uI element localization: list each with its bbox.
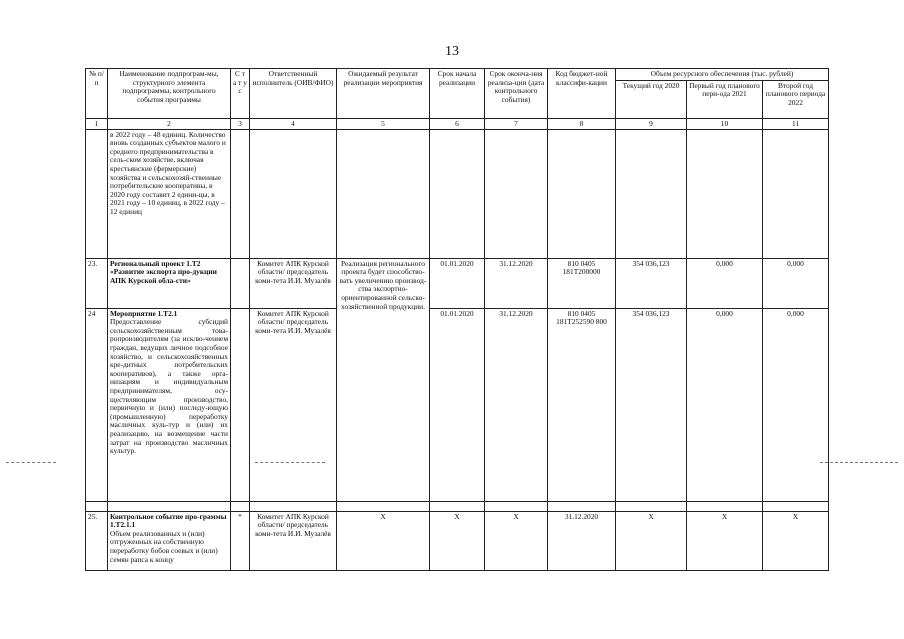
header-funding-group: Объем ресурсного обеспечения (тыс. рублей) [616,69,829,81]
scan-dash-right [820,462,898,463]
page-number: 13 [445,44,459,59]
table-row-continuation [86,129,829,258]
row-result: Реализация регионального проекта будет способство-вать увеличению производ-ства экспортно-ориентированной сельско-хозяйственной продукции. [337,258,430,501]
row-start: 01.01.2020 [430,308,485,501]
column-number: 3 [231,118,250,129]
row-budget-code: 810 0405 181Т252590 800 [548,308,616,501]
row-responsible: Комитет АПК Курской области/ председатель коми-тета И.И. Музалёв [250,258,337,308]
scan-dash-left [6,462,56,463]
header-end: Срок оконча-ния реализа-ции (дата контрольного события) [485,69,548,119]
header-start: Срок начала реализации [430,69,485,119]
column-number: 5 [337,118,430,129]
row-start: Х [430,511,485,570]
row-end: Х [485,511,548,570]
row-first-year-value: Х [687,511,763,570]
row-first-year-value: 0,000 [687,308,763,501]
row-first-year-value: 0,000 [687,258,763,308]
continuation-text: в 2022 году – 48 единиц. Количество вновь созданных субъектов малого и среднего предпринимательства в сель-ском хозяйстве, включая крестьянские (фермерские) хозяйства и сельскохозяй-ственные потребительские кооперативы, в 2020 году составит 2 едини-цы, в 2021 году – 10 единиц, в 2022 году – 12 единиц [108,129,231,258]
table-row-25 [86,511,829,570]
column-number: 8 [548,118,616,129]
table-row-24 [86,308,829,501]
program-table [85,68,829,571]
row-current-year-value: 354 036,123 [616,258,687,308]
column-number: 9 [616,118,687,129]
row-title: Контрольное событие про-граммы 1.Т2.1.1 [110,511,227,530]
row-start: 01.01.2020 [430,258,485,308]
row-name: Региональный проект 1.Т2 «Развитие экспорта про-дукции АПК Курской обла-сти» [108,258,231,308]
row-number: 24 [86,308,108,501]
header-budget-code: Код бюджет-ной классифи-кации [548,69,616,119]
row-name-cell [108,511,231,570]
row-result: Х [337,511,430,570]
row-current-year-value: Х [616,511,687,570]
column-numbers-row [86,118,829,129]
header-responsible: Ответственный исполнитель (ОИВ/ФИО) [250,69,337,119]
row-description: Объем реализованных и (или) отгруженных на собственную переработку бобов соевых и (или) семян рапса к концу [110,528,218,564]
row-number: 23. [86,258,108,308]
row-responsible: Комитет АПК Курской области/ председатель коми-тета И.И. Музалёв [250,511,337,570]
column-number: 10 [687,118,763,129]
column-number: 2 [108,118,231,129]
header-status: С т а т у с [231,69,250,119]
column-number: 7 [485,118,548,129]
header-second-year: Второй год планового периода 2022 [763,80,829,118]
row-end: 31.12.2020 [485,258,548,308]
row-description: Предоставление субсидий сельскохозяйственным това-ропроизводителям (за исклю-чением граждан, ведущих личное подсобное хозяйство, и сельскохозяйственных кре-дитных потребительских кооперативов), а также орга-низациям и индивидуальным предпринимателям, осу-ществляющим производство, первичную и (или) последу-ющую (промышленную) переработку масличных куль-тур и (или) их реализацию, на возмещение части затрат на производство масличных культур. [110,317,228,456]
row-second-year-value: 0,000 [763,258,829,308]
table-row-spacer [86,501,829,511]
row-budget-code: 31.12.2020 [548,511,616,570]
table-row-23 [86,258,829,308]
header-current-year: Текущий год 2020 [616,80,687,118]
header-num: № п/п [86,69,108,119]
header-result: Ожидаемый результат реализации мероприятия [337,69,430,119]
column-number: 1 [86,118,108,129]
header-first-year: Первый год планового пери-ода 2021 [687,80,763,118]
column-number: 11 [763,118,829,129]
row-end: 31.12.2020 [485,308,548,501]
row-number: 25. [86,511,108,570]
header-row [86,69,829,81]
row-status: * [231,511,250,570]
row-second-year-value: 0,000 [763,308,829,501]
column-number: 6 [430,118,485,129]
row-responsible: Комитет АПК Курской области/ председатель коми-тета И.И. Музалёв [250,308,337,501]
row-current-year-value: 354 036,123 [616,308,687,501]
scan-dash-mid [255,462,325,463]
row-name-cell [108,308,231,501]
row-budget-code: 810 0405 181Т200000 [548,258,616,308]
row-title: Мероприятие 1.Т2.1 [110,308,178,318]
column-number: 4 [250,118,337,129]
header-name: Наименование подпрограм-мы, структурного элемента подпрограммы, контрольного события программы [108,69,231,119]
row-second-year-value: Х [763,511,829,570]
